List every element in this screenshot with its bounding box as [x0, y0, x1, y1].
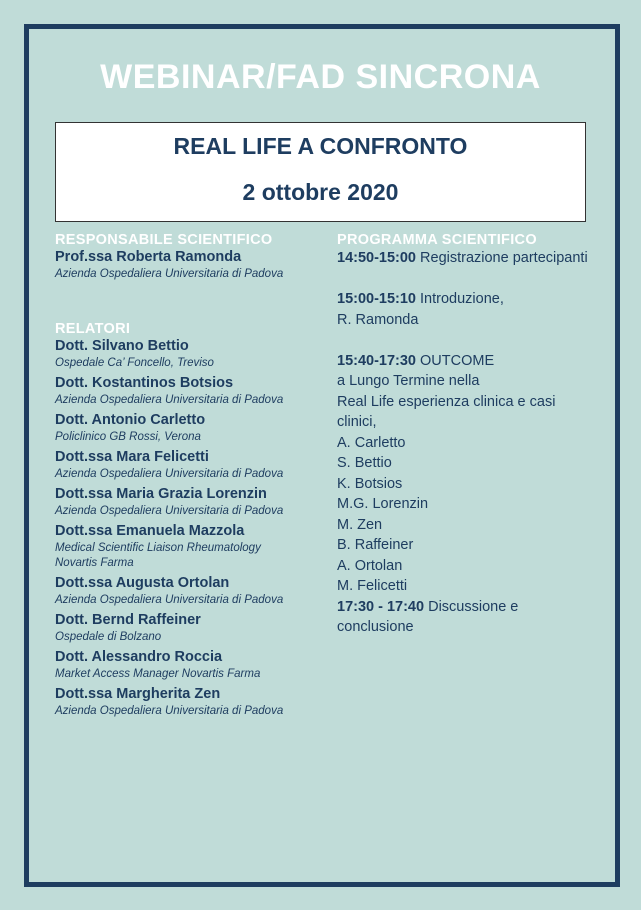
- programma-heading: PROGRAMMA SCIENTIFICO: [337, 232, 537, 248]
- speaker-affiliation: Ospedale di Bolzano: [55, 631, 162, 643]
- program-item: [337, 248, 599, 269]
- speaker-name: Dott. Bernd Raffeiner: [55, 612, 201, 628]
- responsabile-name: Prof.ssa Roberta Ramonda: [55, 249, 242, 265]
- title-box: [55, 122, 586, 222]
- program-line: S. Bettio: [337, 455, 392, 471]
- page-title: WEBINAR/FAD SINCRONA: [100, 58, 541, 96]
- program-line: M. Zen: [337, 516, 383, 533]
- speaker-name: Dott. Antonio Carletto: [55, 412, 206, 428]
- program-text: Introduzione,: [416, 291, 504, 307]
- speaker-name: Dott.ssa Mara Felicetti: [55, 449, 209, 465]
- program-line: clinici,: [337, 414, 377, 430]
- speaker-name: Dott.ssa Emanuela Mazzola: [55, 523, 245, 539]
- speaker-name: Dott.ssa Augusta Ortolan: [55, 575, 230, 591]
- program-line: B. Raffeiner: [337, 537, 414, 553]
- program-line: A. Ortolan: [337, 557, 403, 574]
- speaker-name: Dott.ssa Margherita Zen: [55, 686, 221, 702]
- speaker-name: Dott. Silvano Bettio: [55, 338, 189, 354]
- right-column: [337, 232, 599, 638]
- program-line: Real Life esperienza clinica e casi: [337, 393, 556, 410]
- speaker-name: Dott.ssa Maria Grazia Lorenzin: [55, 486, 267, 502]
- speaker-affiliation: Azienda Ospedaliera Universitaria di Padova: [55, 594, 284, 606]
- program-line: conclusione: [337, 619, 414, 635]
- left-column: [55, 232, 330, 722]
- event-title: REAL LIFE A CONFRONTO: [173, 133, 468, 159]
- program-item: [337, 597, 599, 618]
- program-line: A. Carletto: [337, 434, 406, 451]
- program-text: Discussione e: [424, 598, 519, 615]
- program-text: Registrazione partecipanti: [416, 250, 588, 266]
- speaker-affiliation: Azienda Ospedaliera Universitaria di Padova: [55, 705, 284, 717]
- responsabile-affiliation: Azienda Ospedaliera Universitaria di Padova: [55, 268, 284, 280]
- program-line: K. Botsios: [337, 475, 403, 492]
- speaker-name: Dott. Alessandro Roccia: [55, 649, 223, 665]
- event-date: 2 ottobre 2020: [242, 179, 399, 205]
- program-time: 15:00-15:10: [337, 291, 416, 307]
- program-time: 17:30 - 17:40: [337, 598, 425, 615]
- speaker-affiliation: Market Access Manager Novartis Farma: [55, 668, 261, 680]
- speaker-affiliation: Azienda Ospedaliera Universitaria di Padova: [55, 394, 284, 406]
- speaker-affiliation-company: Novartis Farma: [55, 557, 134, 569]
- program-item: [337, 289, 599, 310]
- relatori-heading: RELATORI: [55, 321, 131, 337]
- program-line: M. Felicetti: [337, 578, 408, 594]
- program-time: 15:40-17:30: [337, 352, 416, 369]
- responsabile-heading: RESPONSABILE SCIENTIFICO: [55, 232, 273, 248]
- speaker-affiliation: Ospedale Ca’ Foncello, Treviso: [55, 357, 214, 369]
- program-item: [337, 351, 599, 372]
- program-time: 14:50-15:00: [337, 250, 416, 266]
- program-text: OUTCOME: [416, 352, 495, 369]
- speaker-affiliation: Policlinico GB Rossi, Verona: [55, 431, 201, 443]
- speaker-affiliation: Azienda Ospedaliera Universitaria di Padova: [55, 505, 284, 517]
- program-line: a Lungo Termine nella: [337, 373, 480, 389]
- program-line: M.G. Lorenzin: [337, 496, 429, 512]
- speaker-affiliation: Azienda Ospedaliera Universitaria di Padova: [55, 468, 284, 480]
- speaker-affiliation: Medical Scientific Liaison Rheumatology: [55, 542, 261, 554]
- speaker-name: Dott. Kostantinos Botsios: [55, 375, 234, 391]
- program-line: R. Ramonda: [337, 311, 419, 328]
